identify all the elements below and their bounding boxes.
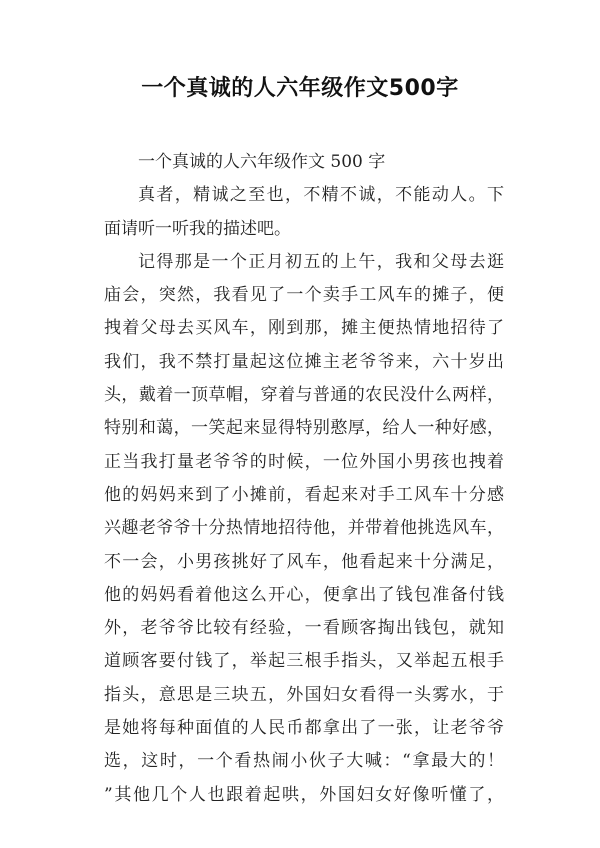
text-line: 我们，我不禁打量起这位摊主老爷爷来，六十岁出: [104, 351, 504, 372]
text-line: 拽着父母去买风车，刚到那，摊主便热情地招待了: [104, 318, 504, 339]
text-line: 特别和蔼，一笑起来显得特别憨厚，给人一种好感，: [104, 418, 504, 439]
text-line: 真者，精诚之至也，不精不诚，不能动人。下: [138, 185, 504, 206]
text-line: 兴趣老爷爷十分热情地招待他，并带着他挑选风车，: [104, 518, 504, 539]
text-line: 选，这时，一个看热闹小伙子大喊：“拿最大的！: [104, 751, 504, 772]
text-line: 外，老爷爷比较有经验，一看顾客掏出钱包，就知: [104, 618, 504, 639]
document-body: [104, 146, 504, 812]
text-line: 头，戴着一顶草帽，穿着与普通的农民没什么两样，: [104, 385, 504, 406]
text-line: 记得那是一个正月初五的上午，我和父母去逛: [138, 251, 504, 272]
text-line: 不一会，小男孩挑好了风车，他看起来十分满足，: [104, 551, 504, 572]
text-line: 正当我打量老爷爷的时候，一位外国小男孩也拽着: [104, 451, 504, 472]
text-line: 他的妈妈看着他这么开心，便拿出了钱包准备付钱: [104, 584, 504, 605]
text-line: ”其他几个人也跟着起哄，外国妇女好像听懂了，: [104, 784, 504, 805]
text-line: 道顾客要付钱了，举起三根手指头，又举起五根手: [104, 651, 504, 672]
document-title: 一个真诚的人六年级作文500字: [141, 76, 459, 101]
text-line: 指头，意思是三块五，外国妇女看得一头雾水，于: [104, 684, 504, 705]
text-line: 他的妈妈来到了小摊前，看起来对手工风车十分感: [104, 484, 504, 505]
text-line: 庙会，突然，我看见了一个卖手工风车的摊子，便: [104, 285, 504, 306]
text-line: 是她将每种面值的人民币都拿出了一张，让老爷爷: [104, 718, 504, 739]
text-line: 一个真诚的人六年级作文 500 字: [138, 152, 386, 172]
text-line: 面请听一听我的描述吧。: [104, 218, 291, 239]
